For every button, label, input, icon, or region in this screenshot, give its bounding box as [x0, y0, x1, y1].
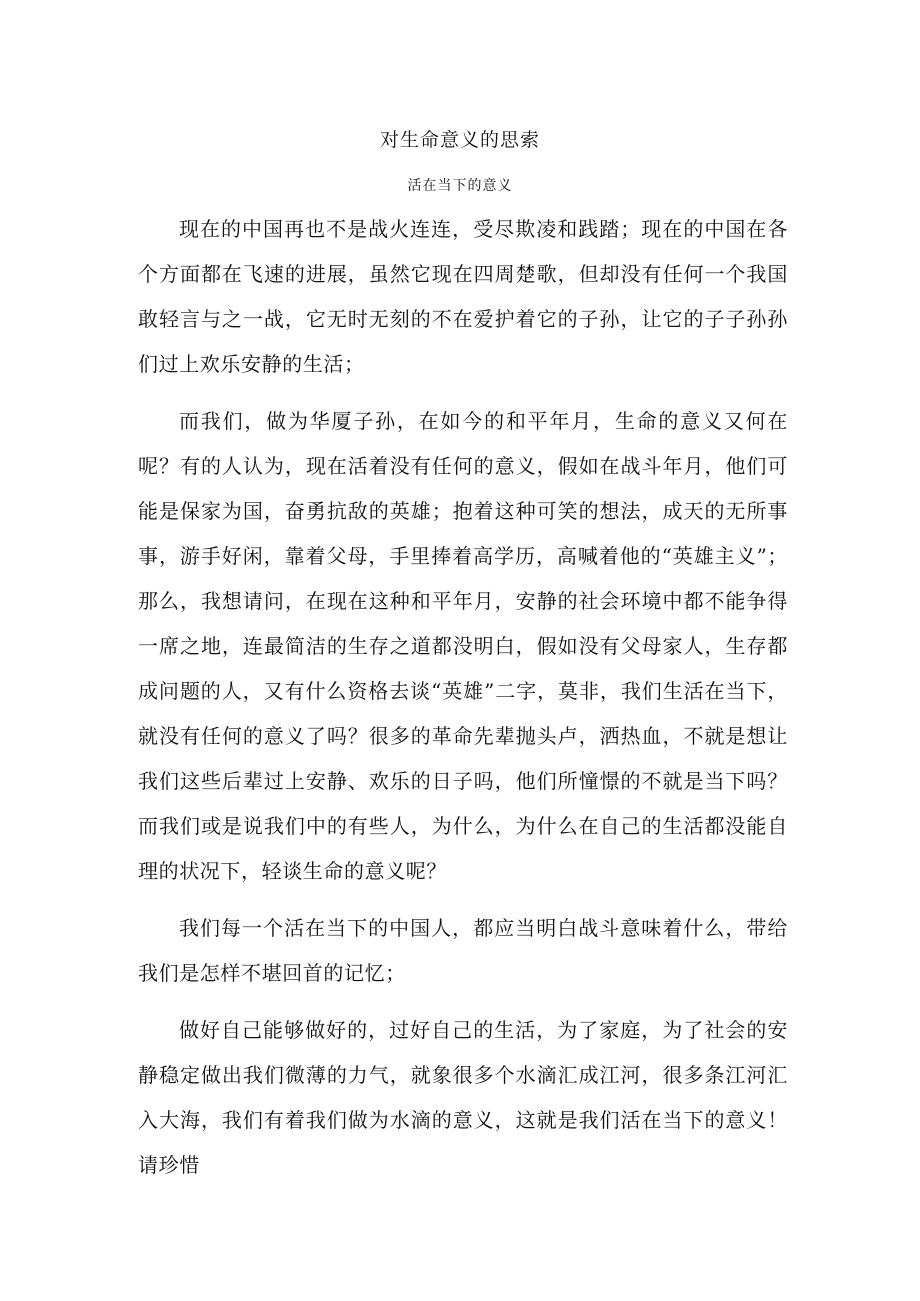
paragraph-2: 而我们，做为华厦子孙，在如今的和平年月，生命的意义又何在呢？有的人认为，现在活着没有任何的意义，假如在战斗年月，他们可能是保家为国，奋勇抗敌的英雄；抱着这种可笑的想法，成天的无所事事，游手好闲，靠着父母，手里捧着高学历，高喊着他的“英雄主义”；那么，我想请问，在现在这种和平年月，安静的社会环境中都不能争得一席之地，连最简洁的生存之道都没明白，假如没有父母家人，生存都成问题的人，又有什么资格去谈“英雄”二字，莫非，我们生活在当下，就没有任何的意义了吗？很多的革命先辈抛头卢，洒热血，不就是想让我们这些后辈过上安静、欢乐的日子吗，他们所憧憬的不就是当下吗？而我们或是说我们中的有些人，为什么，为什么在自己的生活都没能自理的状况下，轻谈生命的意义呢？ — [138, 409, 788, 883]
document-title: 对生命意义的思索 — [379, 129, 540, 151]
document-body — [138, 207, 788, 1200]
paragraph-4: 做好自己能够做好的，过好自己的生活，为了家庭，为了社会的安静稳定做出我们微薄的力气，就象很多个水滴汇成江河，很多条江河汇入大海，我们有着我们做为水滴的意义，这就是我们活在当下的意义！请珍惜 — [138, 1018, 788, 1177]
paragraph-1: 现在的中国再也不是战火连连，受尽欺凌和践踏；现在的中国在各个方面都在飞速的进展，虽然它现在四周楚歌，但却没有任何一个我国敢轻言与之一战，它无时无刻的不在爱护着它的子孙，让它的子子孙孙们过上欢乐安静的生活； — [138, 217, 788, 376]
document-subtitle: 活在当下的意义 — [407, 178, 513, 194]
paragraph-3: 我们每一个活在当下的中国人，都应当明白战斗意味着什么，带给我们是怎样不堪回首的记忆； — [138, 916, 788, 985]
